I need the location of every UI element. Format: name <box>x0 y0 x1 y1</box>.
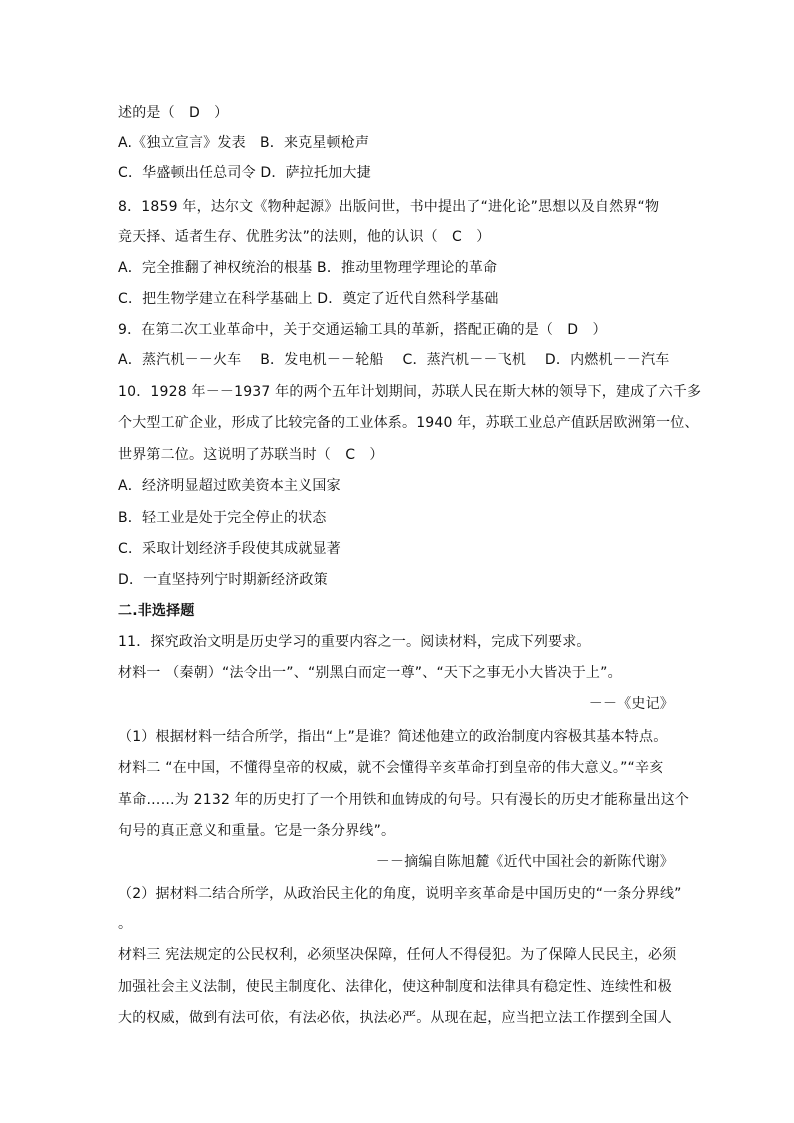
material-2-source: －－摘编自陈旭麓《近代中国社会的新陈代谢》 <box>375 854 674 870</box>
material-2-line3: 句号的真正意义和重量。它是一条分界线”。 <box>118 823 396 839</box>
q10-stem-line2: 个大型工矿企业，形成了比较完备的工业体系。1940 年，苏联工业总产值跃居欧洲第一位、 <box>118 415 699 431</box>
q10-option-a: A．经济明显超过欧美资本主义国家 <box>118 478 341 494</box>
q8-options-cd: C．把生物学建立在科学基础上 D．奠定了近代自然科学基础 <box>118 291 499 307</box>
material-3-line1: 材料三 宪法规定的公民权利，必须坚决保障，任何人不得侵犯。为了保障人民民主，必须 <box>118 947 677 963</box>
material-3-line2: 加强社会主义法制，使民主制度化、法律化，使这种制度和法律具有稳定性、连续性和极 <box>118 979 672 995</box>
q10-stem-line1: 10．1928 年－－1937 年的两个五年计划期间，苏联人民在斯大林的领导下，建成了六千多 <box>118 384 702 400</box>
q10-stem-line3: 世界第二位。这说明了苏联当时（ C ） <box>118 447 384 463</box>
q9-stem: 9．在第二次工业革命中，关于交通运输工具的革新，搭配正确的是（ D ） <box>118 322 607 338</box>
q11-part2-question-end: 。 <box>118 916 133 932</box>
q11-part1-question: （1）根据材料一结合所学，指出“上”是谁？简述他建立的政治制度内容极其基本特点。 <box>118 729 668 745</box>
material-1-text: 材料一 （秦朝）“法令出一”、“别黑白而定一尊”、“天下之事无小大皆决于上”。 <box>118 665 622 681</box>
q7-stem-continuation: 述的是（ D ） <box>118 105 229 121</box>
material-1-source: －－《史记》 <box>588 696 674 712</box>
material-2-line2: 革命……为 2132 年的历史打了一个用铁和血铸成的句号。只有漫长的历史才能称量出这个 <box>118 792 690 808</box>
q11-intro: 11．探究政治文明是历史学习的重要内容之一。阅读材料，完成下列要求。 <box>118 634 591 650</box>
q10-option-c: C．采取计划经济手段使其成就显著 <box>118 541 341 557</box>
q7-options-cd: C．华盛顿出任总司令 D．萨拉托加大捷 <box>118 165 371 181</box>
q10-option-d: D．一直坚持列宁时期新经济政策 <box>118 572 328 588</box>
q8-stem-line1: 8．1859 年，达尔文《物种起源》出版问世，书中提出了“进化论”思想以及自然界“物 <box>118 199 660 215</box>
q7-options-ab: A.《独立宣言》发表 B．来克星顿枪声 <box>118 135 370 151</box>
q10-option-b: B．轻工业是处于完全停止的状态 <box>118 510 327 526</box>
section-heading-non-choice: 二.非选择题 <box>118 603 195 619</box>
q11-part2-question: （2）据材料二结合所学，从政治民主化的角度，说明辛亥革命是中国历史的“一条分界线” <box>118 886 682 902</box>
q8-options-ab: A．完全推翻了神权统治的根基 B．推动里物理学理论的革命 <box>118 260 498 276</box>
q8-stem-line2: 竞天择、适者生存、优胜劣汰”的法则，他的认识（ C ） <box>118 229 491 245</box>
material-2-line1: 材料二 “在中国，不懂得皇帝的权威，就不会懂得辛亥革命打到皇帝的伟大意义。”“辛亥 <box>118 760 664 776</box>
material-3-line3: 大的权威，做到有法可依，有法必依，执法必严。从现在起，应当把立法工作摆到全国人 <box>118 1010 672 1026</box>
q9-options: A．蒸汽机－－火车 B．发电机－－轮船 C．蒸汽机－－飞机 D．内燃机－－汽车 <box>118 352 670 368</box>
